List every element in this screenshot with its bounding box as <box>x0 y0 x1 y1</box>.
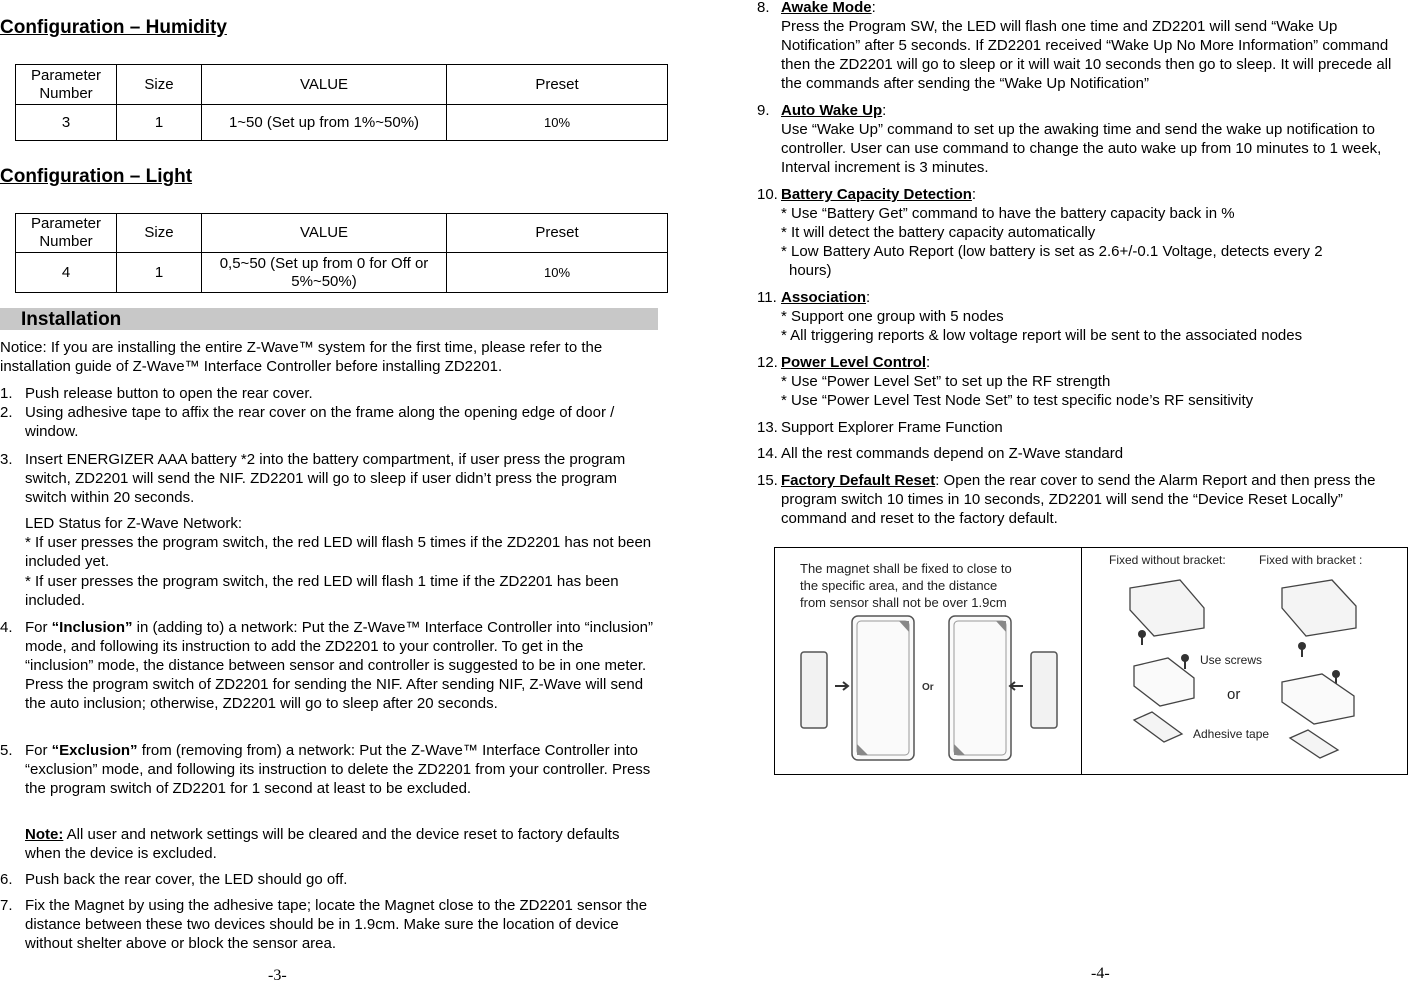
feature-10-line: hours) <box>789 262 832 279</box>
feature-8-text: Press the Program SW, the LED will flash one time and ZD2201 will send “Wake Up Notification” after 5 seconds. If ZD2201 received “Wake Up No More Information” command then the ZD2201 will go to sleep or it will wait 10 seconds then go to sleep. It will precede all the commands after sending the “Wake Up Notification” <box>781 18 1392 92</box>
feature-10-line: * Use “Battery Get” command to have the battery capacity back in % <box>781 205 1235 222</box>
feature-number: 14. <box>757 445 778 462</box>
step-number: 1. <box>0 385 13 402</box>
step-4 <box>25 618 655 713</box>
step-number: 6. <box>0 871 13 888</box>
feature-10: Battery Capacity Detection: <box>781 186 977 203</box>
feature-number: 9. <box>757 102 770 119</box>
step-5-prefix: For <box>25 742 52 759</box>
feature-9-text: Use “Wake Up” command to set up the awaking time and send the wake up notification to controller. User can use command to change the auto wake up from 10 minutes to 1 week, Interval increment is 3 minutes. <box>781 121 1382 176</box>
auto-wake-up-title: Auto Wake Up <box>781 102 883 119</box>
step-number: 3. <box>0 451 13 468</box>
feature-number: 13. <box>757 419 778 436</box>
figure-caption-line: the specific area, and the distance <box>800 578 998 593</box>
arrow-right-icon <box>835 682 848 690</box>
feature-9: Auto Wake Up: <box>781 102 887 119</box>
cell-value: 0,5~50 (Set up from 0 for Off or 5%~50%) <box>202 253 447 293</box>
header-size: Size <box>117 214 202 253</box>
association-title: Association <box>781 289 867 306</box>
step-number: 2. <box>0 404 13 421</box>
magnet-placement-drawing <box>775 548 1081 774</box>
feature-8: Awake Mode: <box>781 0 876 16</box>
cell-preset: 10% <box>447 105 668 141</box>
feature-11-line: * Support one group with 5 nodes <box>781 308 1004 325</box>
adhesive-tape-icon <box>1134 712 1182 742</box>
installation-figure <box>774 547 1408 775</box>
awake-mode-title: Awake Mode <box>781 0 872 16</box>
step-4-prefix: For <box>25 619 52 636</box>
header-preset: Preset <box>447 65 668 105</box>
feature-12: Power Level Control: <box>781 354 931 371</box>
feature-15-text: : Open the rear cover to send the Alarm Report and then press the program switch 10 times in 10 seconds, ZD2201 will send the “Device Reset Locally” command and reset to the factory default. <box>781 472 1376 527</box>
exclusion-term: “Exclusion” <box>51 742 138 759</box>
step-number: 5. <box>0 742 13 759</box>
feature-number: 11. <box>757 289 777 306</box>
feature-10-line: * Low Battery Auto Report (low battery is set as 2.6+/-0.1 Voltage, detects every 2 <box>781 243 1323 260</box>
feature-10-line: * It will detect the battery capacity automatically <box>781 224 1096 241</box>
light-title: Configuration – Light <box>0 166 193 187</box>
sensor-body-icon <box>1282 580 1356 636</box>
step-number: 4. <box>0 619 13 636</box>
bracket-icon <box>1282 674 1354 724</box>
humidity-table <box>15 64 668 141</box>
sensor-body-icon <box>1130 580 1204 636</box>
feature-15 <box>781 471 1409 528</box>
installation-notice: Notice: If you are installing the entire Z-Wave™ system for the first time, please refer to the installation guide of Z-Wave™ Interface Controller before installing ZD2201. <box>0 339 603 375</box>
figure-or-small: Or <box>922 682 934 693</box>
table-row <box>16 105 668 141</box>
feature-number: 15. <box>757 472 778 489</box>
header-parameter-number: Parameter Number <box>16 65 117 105</box>
feature-11: Association: <box>781 289 871 306</box>
header-preset: Preset <box>447 214 668 253</box>
header-parameter-number: Parameter Number <box>16 214 117 253</box>
sensor-right-icon <box>949 616 1011 760</box>
figure-caption-line: from sensor shall not be over 1.9cm <box>800 595 1007 610</box>
cell-parameter: 4 <box>16 253 117 293</box>
cell-size: 1 <box>117 105 202 141</box>
step-number: 7. <box>0 897 13 914</box>
step-4-text: in (adding to) a network: Put the Z-Wave™ Interface Controller into “inclusion” mode, and following its instruction to add the ZD2201 to your controller. To get in the “inclusion” mode, the distance between sensor and controller is suggested to be in one meter. Press the program switch of ZD2201 for sending the NIF. After sending NIF, Z-Wave will send the auto inclusion; otherwise, ZD2201 will go to sleep after 20 seconds. <box>25 619 654 712</box>
feature-13: Support Explorer Frame Function <box>781 419 1003 436</box>
use-screws-label: Use screws <box>1200 653 1263 667</box>
cell-value: 1~50 (Set up from 1%~50%) <box>202 105 447 141</box>
feature-number: 8. <box>757 0 770 16</box>
light-table <box>15 213 668 293</box>
installation-title: Installation <box>21 309 122 330</box>
battery-capacity-title: Battery Capacity Detection <box>781 186 972 203</box>
led-status-title: LED Status for Z-Wave Network: <box>25 515 243 532</box>
magnet-right-icon <box>1031 652 1057 728</box>
step-5-text: from (removing from) a network: Put the Z-Wave™ Interface Controller into “exclusion” mode, and following its instruction to delete the ZD2201 from your controller. Press the program switch of ZD2201 for 1 second at least to be excluded. <box>25 742 651 797</box>
figure-or-large: or <box>1227 686 1241 703</box>
step-1: Push release button to open the rear cover. <box>25 385 313 402</box>
header-value: VALUE <box>202 214 447 253</box>
adhesive-tape-icon <box>1290 730 1338 758</box>
feature-number: 12. <box>757 354 778 371</box>
inclusion-term: “Inclusion” <box>51 619 133 636</box>
step-3: Insert ENERGIZER AAA battery *2 into the battery compartment, if user press the program switch, ZD2201 will send the NIF. ZD2201 will go to sleep if user didn’t press the program switch within 20 seconds. <box>25 451 626 506</box>
page-number-left: -3- <box>268 967 287 984</box>
power-level-title: Power Level Control <box>781 354 927 371</box>
cell-preset: 10% <box>447 253 668 293</box>
cell-size: 1 <box>117 253 202 293</box>
feature-12-line: * Use “Power Level Test Node Set” to test specific node’s RF sensitivity <box>781 392 1254 409</box>
bracket-with-label: Fixed with bracket : <box>1259 553 1363 567</box>
feature-12-line: * Use “Power Level Set” to set up the RF strength <box>781 373 1111 390</box>
arrow-left-icon <box>1010 682 1023 690</box>
header-size: Size <box>117 65 202 105</box>
header-value: VALUE <box>202 65 447 105</box>
step-2: Using adhesive tape to affix the rear cover on the frame along the opening edge of door / window. <box>25 404 615 440</box>
feature-14: All the rest commands depend on Z-Wave standard <box>781 445 1124 462</box>
sensor-left-icon <box>852 616 914 760</box>
feature-number: 10. <box>757 186 778 203</box>
step-7: Fix the Magnet by using the adhesive tape; locate the Magnet close to the ZD2201 sensor the distance between these two devices should be in 1.9cm. Make sure the location of device without shelter above or block the sensor area. <box>25 897 648 952</box>
factory-reset-title: Factory Default Reset <box>781 472 936 489</box>
step-6: Push back the rear cover, the LED should go off. <box>25 871 348 888</box>
bracket-without-label: Fixed without bracket: <box>1109 553 1226 567</box>
installation-heading-bar <box>0 308 658 330</box>
led-status-item: * If user presses the program switch, the red LED will flash 1 time if the ZD2201 has been included. <box>25 573 619 609</box>
note-text: All user and network settings will be cleared and the device reset to factory defaults when the device is excluded. <box>25 826 620 862</box>
feature-11-line: * All triggering reports & low voltage report will be sent to the associated nodes <box>781 327 1303 344</box>
humidity-title: Configuration – Humidity <box>0 17 227 38</box>
note-label: Note: <box>25 826 64 843</box>
note <box>25 825 655 863</box>
magnet-left-icon <box>801 652 827 728</box>
figure-caption-line: The magnet shall be fixed to close to <box>800 561 1012 576</box>
cell-parameter: 3 <box>16 105 117 141</box>
step-5 <box>25 741 659 798</box>
page-number-right: -4- <box>1091 965 1110 982</box>
led-status-item: * If user presses the program switch, the red LED will flash 5 times if the ZD2201 has not been included yet. <box>25 534 652 570</box>
adhesive-tape-label: Adhesive tape <box>1193 727 1270 741</box>
table-row <box>16 253 668 293</box>
